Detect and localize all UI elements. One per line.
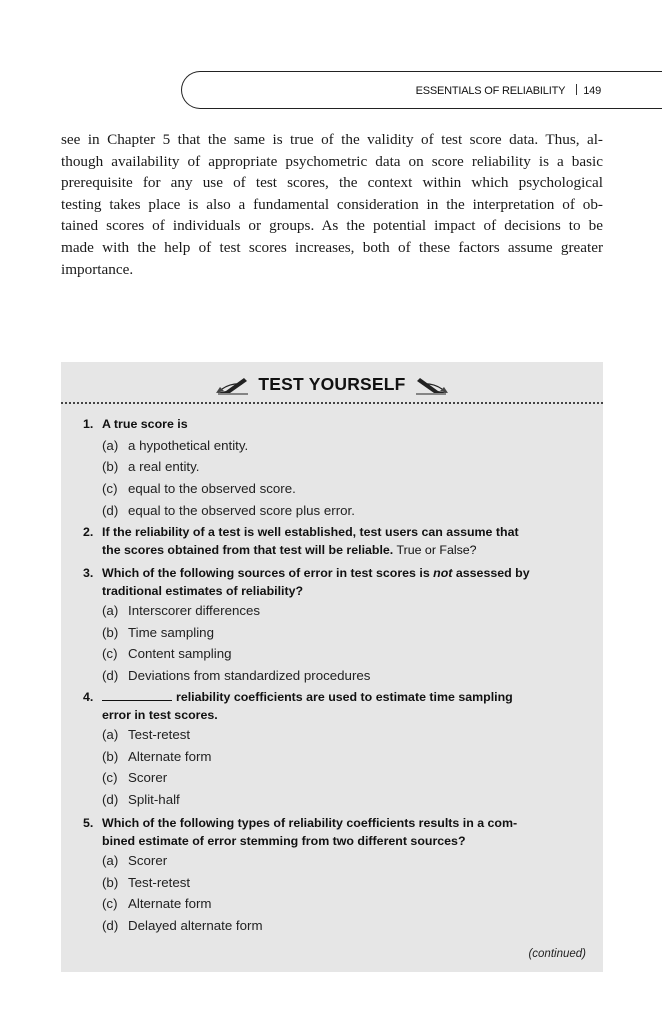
- answer-option: (c) Scorer: [102, 770, 168, 786]
- question-4: [83, 689, 573, 811]
- question-number: 4.: [83, 690, 94, 704]
- question-3: [83, 565, 573, 687]
- question-stem: A true score is: [102, 417, 188, 431]
- question-number: 3.: [83, 566, 94, 580]
- answer-option: (c) Alternate form: [102, 896, 212, 912]
- answer-option: (b) Test-retest: [102, 874, 191, 890]
- question-stem: If the reliability of a test is well established, test users can assume that the scores obtained from that test will be reliable. True or False?: [102, 525, 519, 557]
- answer-option: (a) Interscorer differences: [102, 603, 261, 618]
- answer-option: (d) Split-half: [102, 792, 180, 808]
- question-2: [83, 524, 573, 559]
- question-5: [83, 815, 573, 937]
- test-yourself-title: TEST YOURSELF: [258, 374, 406, 394]
- answer-option: (a) Test-retest: [102, 727, 191, 742]
- body-line: testing takes place is also a fundamental consideration in the interpretation of ob-: [61, 195, 603, 213]
- body-line: prerequisite for any use of test scores, the context within which psychological: [61, 174, 603, 192]
- page-number: 149: [583, 85, 601, 97]
- question-stem: Which of the following sources of error in test scores is not assessed by traditional estimates of reliability?: [102, 566, 530, 598]
- dotted-divider: [61, 402, 603, 404]
- running-header: [416, 84, 601, 97]
- question-stem: reliability coefficients are used to estimate time sampling error in test scores.: [102, 690, 513, 722]
- answer-option: (c) equal to the observed score.: [102, 480, 296, 496]
- body-line: though availability of appropriate psychometric data on score reliability is a basic: [61, 152, 603, 170]
- answer-option: (c) Content sampling: [102, 646, 232, 662]
- continued-note: (continued): [528, 948, 586, 960]
- test-yourself-box: [61, 362, 603, 972]
- body-line: importance.: [61, 260, 134, 278]
- body-line: made with the help of test scores increases, both of these factors assume greater: [61, 238, 603, 256]
- pencil-writing-icon: [414, 375, 450, 395]
- body-paragraph: [61, 129, 603, 280]
- body-line: tained scores of individuals or groups. As the potential impact of decisions to be: [61, 217, 603, 235]
- test-yourself-heading: [61, 374, 603, 395]
- answer-option: (d) Delayed alternate form: [102, 918, 263, 934]
- question-stem: Which of the following types of reliability coefficients results in a com- bined estimate of error stemming from two different sources?: [102, 816, 518, 848]
- pencil-writing-icon: [214, 375, 250, 395]
- question-1: [83, 416, 573, 521]
- question-number: 2.: [83, 525, 94, 539]
- body-line: see in Chapter 5 that the same is true of the validity of test score data. Thus, al-: [61, 131, 603, 148]
- answer-option: (b) Alternate form: [102, 748, 212, 764]
- answer-option: (d) equal to the observed score plus error.: [102, 502, 355, 518]
- question-number: 5.: [83, 816, 94, 830]
- running-title: ESSENTIALS OF RELIABILITY: [415, 85, 566, 97]
- answer-option: (d) Deviations from standardized procedures: [102, 668, 371, 684]
- answer-option: (a) Scorer: [102, 853, 168, 868]
- answer-option: (b) Time sampling: [102, 624, 214, 640]
- fill-in-blank: [102, 690, 172, 701]
- header-divider: [576, 84, 577, 95]
- question-tail: True or False?: [393, 542, 477, 557]
- answer-option: (a) a hypothetical entity.: [102, 437, 249, 453]
- answer-option: (b) a real entity.: [102, 459, 200, 475]
- question-number: 1.: [83, 417, 94, 431]
